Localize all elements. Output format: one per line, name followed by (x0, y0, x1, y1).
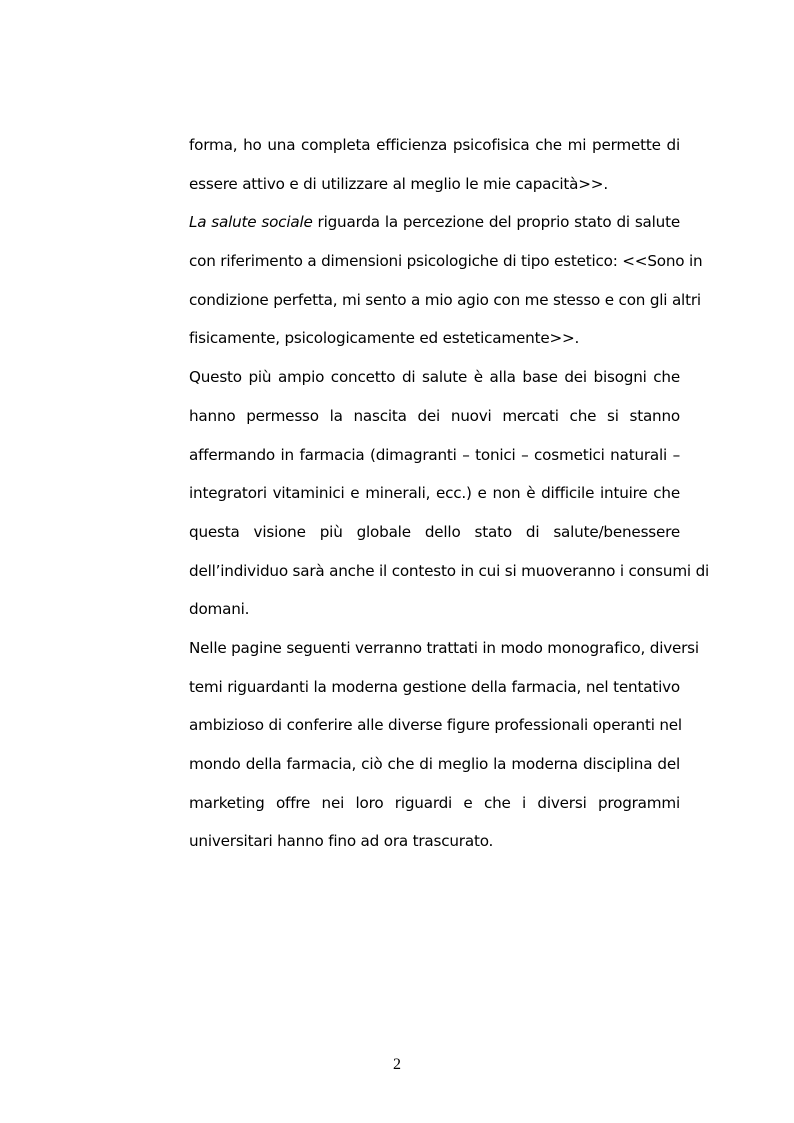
text-line: marketing offre nei loro riguardi e che i diversi programmi (189, 793, 680, 812)
text-line: mondo della farmacia, ciò che di meglio la moderna disciplina del (189, 755, 680, 773)
text-line: fisicamente, psicologicamente ed esteticamente>>. (189, 329, 580, 348)
text-line: con riferimento a dimensioni psicologiche di tipo estetico: <<Sono in (189, 252, 703, 271)
body-text (189, 126, 710, 861)
text-line: integratori vitaminici e minerali, ecc.) e non è difficile intuire che (189, 484, 680, 503)
text-line: dell’individuo sarà anche il contesto in cui si muoveranno i consumi di (189, 561, 710, 580)
text-line: Questo più ampio concetto di salute è alla base dei bisogni che (189, 368, 680, 387)
text-line: temi riguardanti la moderna gestione della farmacia, nel tentativo (189, 677, 680, 696)
page-number: 2 (393, 1056, 401, 1073)
text-line: affermando in farmacia (dimagranti – tonici – cosmetici naturali – (189, 445, 680, 464)
text-line: essere attivo e di utilizzare al meglio le mie capacità>>. (189, 174, 608, 193)
italic-term: La salute sociale (189, 213, 313, 232)
text-line: questa visione più globale dello stato di salute/benessere (189, 522, 680, 541)
text-line: domani. (189, 600, 250, 619)
text-line: hanno permesso la nascita dei nuovi mercati che si stanno (189, 406, 680, 425)
text-line: La salute sociale riguarda la percezione del proprio stato di salute (189, 213, 680, 232)
text-line: Nelle pagine seguenti verranno trattati in modo monografico, diversi (189, 638, 699, 657)
text-line: ambizioso di conferire alle diverse figure professionali operanti nel (189, 716, 682, 735)
text-line: forma, ho una completa efficienza psicofisica che mi permette di (189, 136, 680, 154)
text-line: condizione perfetta, mi sento a mio agio con me stesso e con gli altri (189, 290, 701, 309)
text-line: universitari hanno fino ad ora trascurato. (189, 832, 494, 851)
